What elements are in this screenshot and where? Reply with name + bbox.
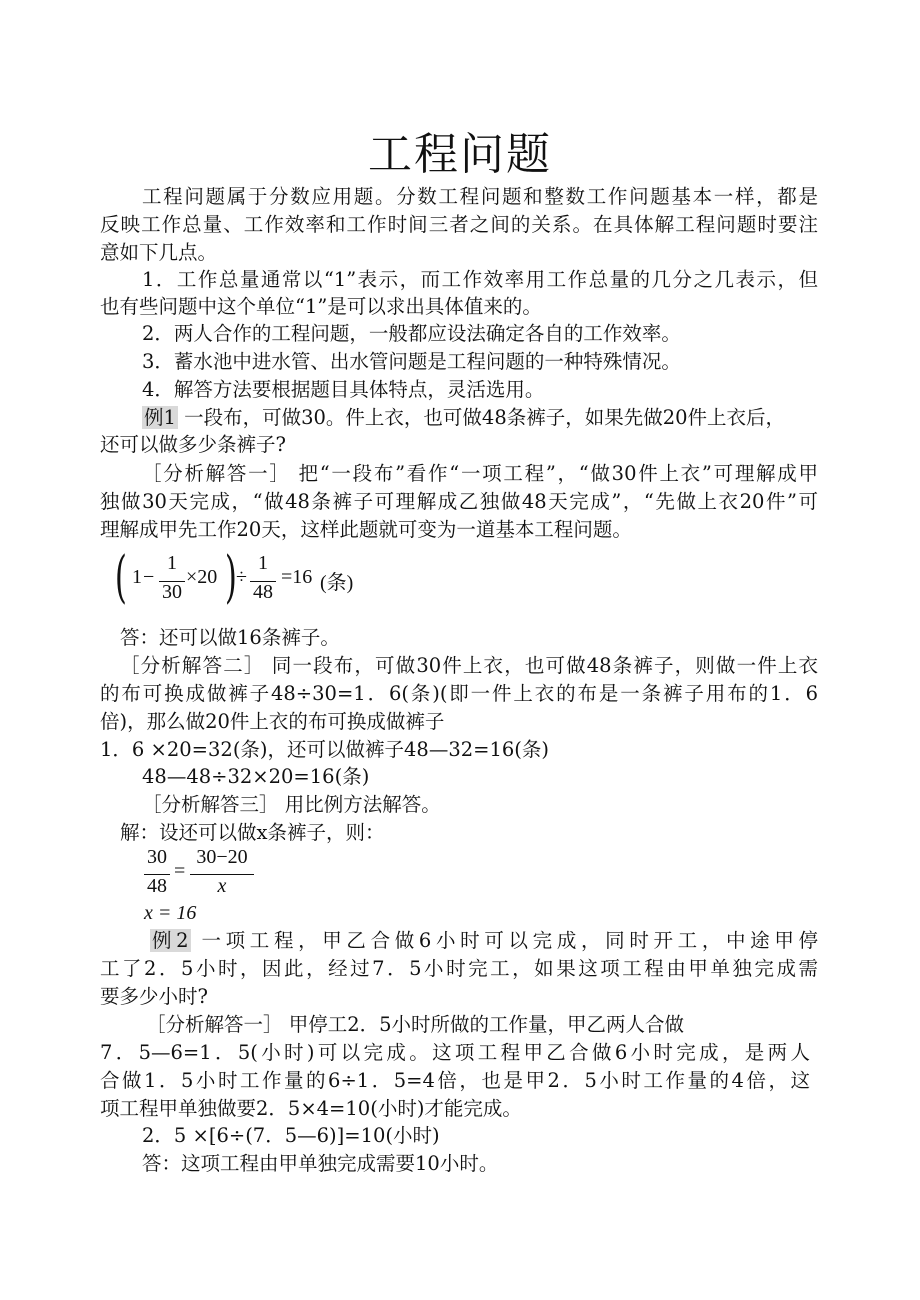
example-1-question-text: 一段布，可做30。件上衣，也可做48条裤子，如果先做20件上衣后， bbox=[177, 406, 786, 429]
point-2: 2．两人合作的工程问题，一般都应设法确定各自的工作效率。 bbox=[142, 322, 681, 345]
ex2-analysis-line-4: 项工程甲单独做要2．5×4=10(小时)才能完成。 bbox=[100, 1097, 522, 1120]
proportion-left-numerator: 30 bbox=[147, 846, 167, 868]
proportion-left-fraction bbox=[144, 846, 170, 897]
example-2-question-line-1 bbox=[150, 927, 818, 955]
ex1-analysis-2-line-1: ［分析解答二］ 同一段布，可做30件上衣，也可做48条裤子，则做一件上衣 bbox=[120, 654, 818, 677]
example-1-question-line-1 bbox=[142, 404, 785, 432]
example-2-tag: 例2 bbox=[152, 929, 189, 952]
fraction-b-denominator: 48 bbox=[253, 581, 273, 603]
fraction-a-denominator: 30 bbox=[162, 581, 182, 603]
ex2-analysis-line-5: 2．5 ×[6÷(7．5—6)]=10(小时) bbox=[142, 1124, 440, 1147]
formula-1-unit: (条) bbox=[320, 572, 354, 594]
point-3: 3．蓄水池中进水管、出水管问题是工程问题的一种特殊情况。 bbox=[142, 350, 681, 373]
intro-line-2: 反映工作总量、工作效率和工作时间三者之间的关系。在具体解工程问题时要注 bbox=[100, 213, 818, 236]
ex1-analysis-1-line-3: 理解成甲先工作20天，这样此题就可变为一道基本工程问题。 bbox=[100, 518, 632, 541]
example-1-tag: 例1 bbox=[144, 406, 176, 429]
intro-line-1: 工程问题属于分数应用题。分数工程问题和整数工作问题基本一样，都是 bbox=[142, 185, 818, 208]
ex1-analysis-2-line-4: 1．6 ×20=32(条)，还可以做裤子48—32=16(条) bbox=[100, 738, 550, 761]
ex1-analysis-2-line-5: 48—48÷32×20=16(条) bbox=[142, 765, 370, 788]
formula-1-divide: ÷ bbox=[236, 566, 247, 588]
example-2-question-text: 一项工程，甲乙合做6小时可以完成，同时开工，中途甲停 bbox=[190, 929, 818, 952]
ex1-analysis-2-line-3: 倍)，那么做20件上衣的布可换成做裤子 bbox=[100, 710, 445, 733]
ex2-answer: 答：这项工程由甲单独完成需要10小时。 bbox=[142, 1152, 499, 1175]
proportion-right-denominator: x bbox=[217, 875, 227, 897]
formula-1-result: =16 bbox=[281, 566, 313, 588]
example-1-question-line-2: 还可以做多少条裤子? bbox=[100, 433, 286, 456]
fraction-a-numerator: 1 bbox=[167, 552, 177, 574]
page-title: 工程问题 bbox=[368, 129, 552, 180]
ex2-analysis-line-2: 7．5—6=1．5(小时)可以完成。这项工程甲乙合做6小时完成，是两人 bbox=[100, 1041, 810, 1064]
proportion-right-fraction bbox=[190, 846, 254, 897]
ex2-analysis-line-1: ［分析解答一］ 甲停工2．5小时所做的工作量，甲乙两人合做 bbox=[146, 1013, 685, 1036]
formula-1-one: 1 bbox=[132, 566, 142, 588]
formula-1-fraction-a bbox=[159, 552, 185, 603]
intro-line-3: 意如下几点。 bbox=[100, 241, 218, 264]
ex1-analysis-1-line-1: ［分析解答一］ 把“一段布”看作“一项工程”，“做30件上衣”可理解成甲 bbox=[142, 462, 818, 485]
ex2-analysis-line-3: 合做1．5小时工作量的6÷1．5=4倍，也是甲2．5小时工作量的4倍，这 bbox=[100, 1069, 810, 1092]
example-2-question-line-3: 要多少小时? bbox=[100, 985, 208, 1008]
formula-1-minus: − bbox=[143, 566, 155, 588]
proportion-left-denominator: 48 bbox=[147, 875, 167, 897]
point-1-line-1: 1．工作总量通常以“1”表示，而工作效率用工作总量的几分之几表示，但 bbox=[142, 268, 818, 291]
ex1-analysis-2-line-2: 的布可换成做裤子48÷30=1．6(条)(即一件上衣的布是一条裤子用布的1．6 bbox=[100, 682, 818, 705]
document-page: 工程问题 工程问题属于分数应用题。分数工程问题和整数工作问题基本一样，都是 反映工作总量、工作效率和工作时间三者之间的关系。在具体解工程问题时要注 意如下几点。 1．工作总量通常以“1”表示，而工作效率用工作总量的几分之几表示，但 也有些问题中这个单位“1”是可以求出具体值来的。 2．两人合作的工程问题，一般都应设法确定各自的工作效率。 3．蓄水池中进水管、出水管问题是工程问题的一种特殊情况。 4．解答方法要根据题目具体特点，灵活选用。 例1 一段布，可做30。件上衣，也可做48条裤子，如果先做20件上衣后， 还可以做多少条裤子? ［分析解答一］ 把“一段布”看作“一项工程”，“做30件上衣”可理解成甲 独做30天完成，“做48条裤子可理解成乙独做48天完成”，“先做上衣20件”可 理解成甲先工作20天，这样此题就可变为一道基本工程问题。 ( 1 − 1 30 ×20 ) ÷ 1 48 =16 (条) 答：还可以做16条裤子。 ［分析解答二］ 同一段布，可做30件上衣，也可做48条裤子，则做一件上衣 的布可换成做裤子48÷30=1．6(条)(即一件上衣的布是一条裤子用布的1．6 倍)，那么做20件上衣的布可换成做裤子 1．6 ×20=32(条)，还可以做裤子48—32=16(条) 48—48÷32×20=16(条) ［分析解答三］ 用比例方法解答。 解：设还可以做x条裤子，则： 30 48 = 30−20 x x = 16 例2 一项工程，甲乙合做6小时可以完成，同时开工，中途甲停 工了2．5小时，因此，经过7．5小时完工，如果这项工程由甲单独完成需 要多少小时? ［分析解答一］ 甲停工2．5小时所做的工作量，甲乙两人合做 7．5—6=1．5(小时)可以完成。这项工程甲乙合做6小时完成，是两人 合做1．5小时工作量的6÷1．5=4倍，也是甲2．5小时工作量的4倍，这 项工程甲单独做要2．5×4=10(小时)才能完成。 2．5 ×[6÷(7．5—6)]=10(小时) 答：这项工程由甲单独完成需要10小时。 bbox=[0, 0, 920, 1300]
fraction-b-numerator: 1 bbox=[258, 552, 268, 574]
proportion-result: x = 16 bbox=[144, 902, 197, 924]
point-1-line-2: 也有些问题中这个单位“1”是可以求出具体值来的。 bbox=[100, 295, 542, 318]
ex1-answer: 答：还可以做16条裤子。 bbox=[120, 626, 340, 649]
proportion-right-numerator: 30−20 bbox=[196, 846, 248, 868]
example-2-question-line-2: 工了2．5小时，因此，经过7．5小时完工，如果这项工程由甲单独完成需 bbox=[100, 957, 818, 980]
formula-1-fraction-b bbox=[250, 552, 276, 603]
formula-1-times: ×20 bbox=[186, 566, 218, 588]
point-4: 4．解答方法要根据题目具体特点，灵活选用。 bbox=[142, 378, 545, 401]
ex1-analysis-1-line-2: 独做30天完成，“做48条裤子可理解成乙独做48天完成”，“先做上衣20件”可 bbox=[100, 490, 818, 513]
ex1-analysis-3-line-1: ［分析解答三］ 用比例方法解答。 bbox=[142, 793, 441, 816]
ex1-analysis-3-line-2: 解：设还可以做x条裤子，则： bbox=[120, 821, 385, 844]
proportion-equals: = bbox=[174, 860, 186, 882]
